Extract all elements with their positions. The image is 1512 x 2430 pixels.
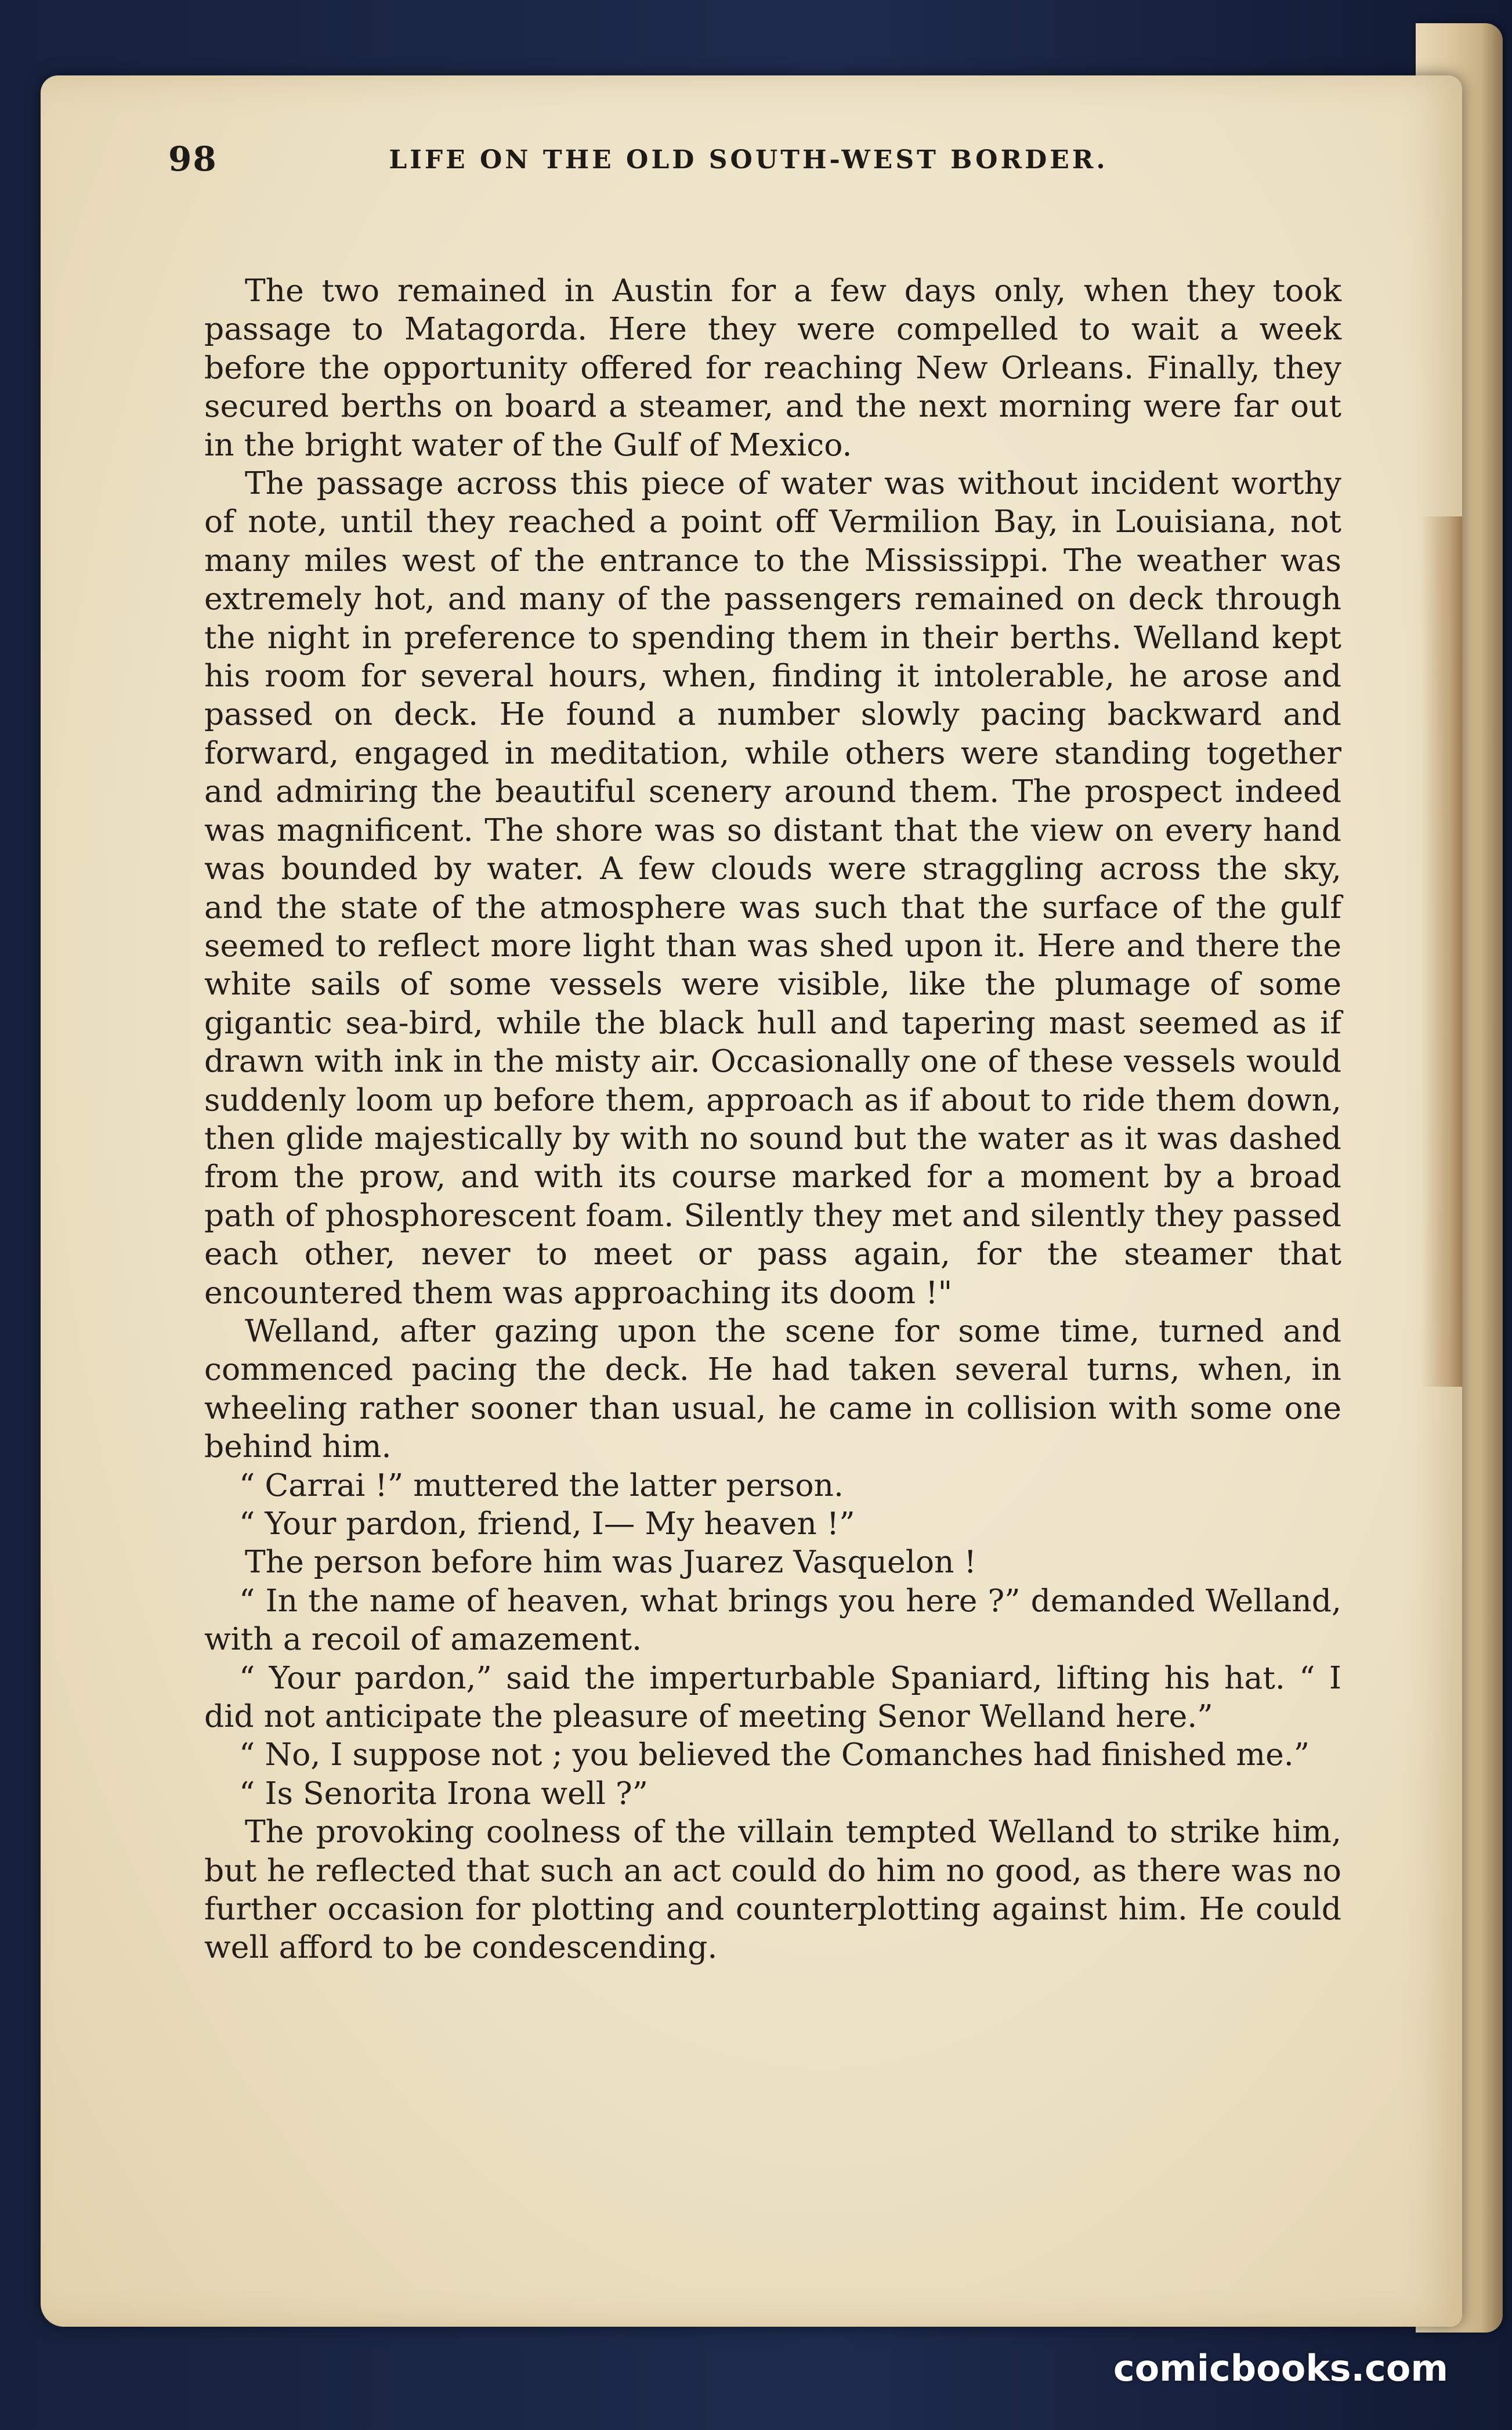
dialogue-line: “ Your pardon,” said the imperturbable Spaniard, lifting his hat. “ I did not anticipate the pleasure of meeting Senor Welland here.” [204,1659,1341,1735]
dialogue-line: “ Carrai !” muttered the latter person. [239,1466,844,1503]
dialogue-line: “ Is Senorita Irona well ?” [239,1774,649,1811]
dialogue-line: “ Your pardon, friend, I— My heaven !” [239,1505,855,1542]
page-number: 98 [168,139,218,179]
paragraph: Welland, after gazing upon the scene for some time, turned and commenced pacing the deck. He had taken several turns, when, in wheeling rather sooner than usual, he came in collision with some one behind him. [204,1312,1341,1465]
running-head: LIFE ON THE OLD SOUTH-WEST BORDER. [389,145,1108,175]
page-stain [1421,516,1462,1387]
body-text [204,272,1341,1967]
paragraph: The two remained in Austin for a few days only, when they took passage to Matagorda. Here they were compelled to wait a week before the opportunity offered for reaching New Orleans. Finally, they secured berths on board a steamer, and the next morning were far out in the bright water of the Gulf of Mexico. [204,272,1341,463]
paragraph: The provoking coolness of the villain tempted Welland to strike him, but he reflected that such an act could do him no good, as there was no further occasion for plotting and counterplotting against him. He could well afford to be condescending. [204,1813,1341,1966]
paragraph: The person before him was Juarez Vasquelon ! [245,1543,976,1581]
page-header [168,122,1329,186]
watermark: comicbooks.com [1113,2347,1448,2389]
dialogue-line: “ In the name of heaven, what brings you here ?” demanded Welland, with a recoil of amazement. [204,1582,1341,1658]
paragraph: The passage across this piece of water was without incident worthy of note, until they reached a point off Vermilion Bay, in Louisiana, not many miles west of the entrance to the Mississippi. The weather was extremely hot, and many of the passengers remained on deck through the night in preference to spending them in their berths. Welland kept his room for several hours, when, finding it intolerable, he arose and passed on deck. He found a number slowly pacing backward and forward, engaged in meditation, while others were standing together and admiring the beautiful scenery around them. The prospect indeed was magnificent. The shore was so distant that the view on every hand was bounded by water. A few clouds were straggling across the sky, and the state of the atmosphere was such that the surface of the gulf seemed to reflect more light than was shed upon it. Here and there the white sails of some vessels were visible, like the plumage of some gigantic sea-bird, while the black hull and tapering mast seemed as if drawn with ink in the misty air. Occasionally one of these vessels would suddenly loom up before them, approach as if about to ride them down, then glide majestically by with no sound but the water as it was dashed from the prow, and with its course marked for a moment by a broad path of phosphorescent foam. Silently they met and silently they passed each other, never to meet or pass again, for the steamer that encountered them was approaching its doom !" [204,465,1341,1311]
dialogue-line: “ No, I suppose not ; you believed the Comanches had finished me.” [239,1736,1310,1773]
